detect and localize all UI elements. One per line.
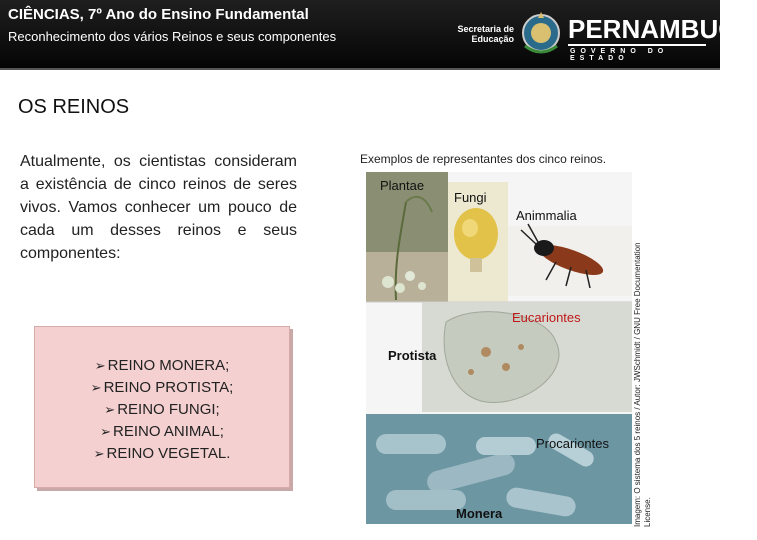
label-monera: Monera <box>456 506 503 521</box>
arrow-bullet-icon: ➢ <box>90 380 102 395</box>
governo-label: GOVERNO DO ESTADO <box>570 48 669 62</box>
list-item: ➢ REINO VEGETAL. <box>93 445 231 462</box>
secretaria-label: Secretaria de Educação <box>457 24 514 44</box>
kingdom-list-box <box>34 326 290 488</box>
logo-divider <box>568 44 706 46</box>
arrow-bullet-icon: ➢ <box>104 402 116 417</box>
five-kingdoms-image <box>366 172 632 524</box>
arrow-bullet-icon: ➢ <box>100 424 112 439</box>
label-protista: Protista <box>388 348 437 363</box>
lesson-subtitle: Reconhecimento dos vários Reinos e seus componentes <box>8 29 337 44</box>
list-item: ➢ REINO ANIMAL; <box>100 423 224 440</box>
label-plantae: Plantae <box>380 178 425 193</box>
label-procariontes: Procariontes <box>536 436 609 451</box>
pernambuco-logo: PERNAMBUCO <box>568 14 757 44</box>
label-fungi: Fungi <box>454 190 487 205</box>
header-banner <box>0 0 757 70</box>
list-item: ➢ REINO PROTISTA; <box>90 379 234 396</box>
label-animalia: Animmalia <box>516 208 577 223</box>
intro-paragraph: Atualmente, os cientistas consideram a existência de cinco reinos de seres vivos. Vamos conhecer um pouco de cada um desses reinos e seus componentes: <box>20 153 297 262</box>
course-title: CIÊNCIAS, 7º Ano do Ensino Fundamental <box>8 6 309 23</box>
page-title: OS REINOS <box>18 96 130 118</box>
image-credit: Imagem: O sistema dos 5 reinos / Autor: JWSchmidt / GNU Free Documentation License. <box>633 242 652 527</box>
state-seal-icon <box>520 10 562 56</box>
arrow-bullet-icon: ➢ <box>93 446 105 461</box>
list-item: ➢ REINO FUNGI; <box>104 401 220 418</box>
figure-caption: Exemplos de representantes dos cinco reinos. <box>360 152 607 166</box>
kingdom-list <box>35 355 289 465</box>
label-eucariontes: Eucariontes <box>512 310 581 325</box>
arrow-bullet-icon: ➢ <box>94 358 106 373</box>
list-item: ➢ REINO MONERA; <box>94 357 230 374</box>
